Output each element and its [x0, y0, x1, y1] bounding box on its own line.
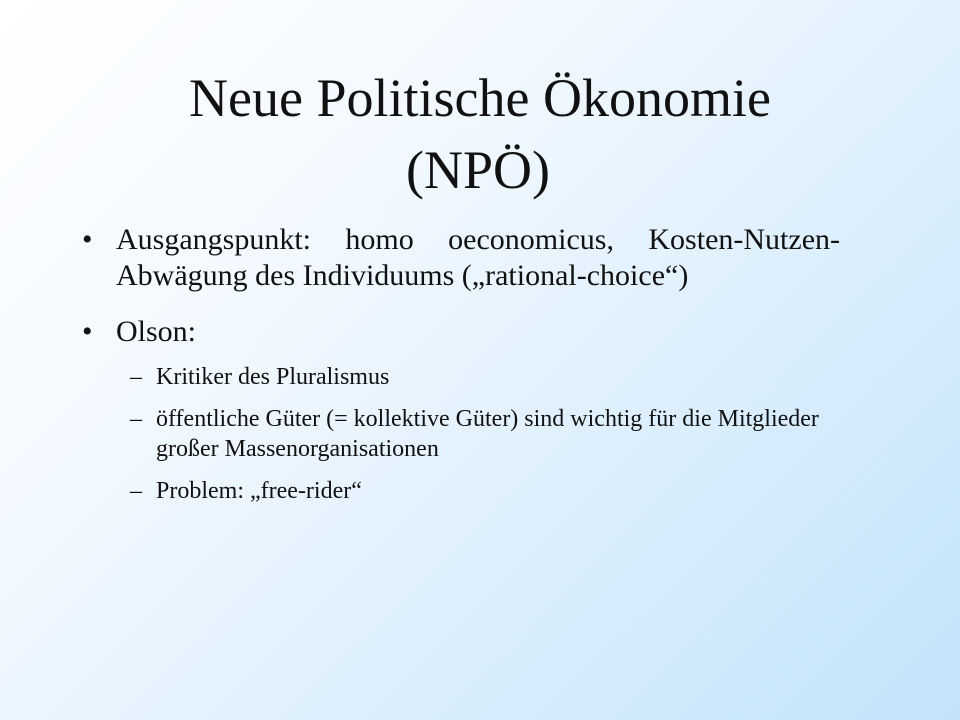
slide-title-line-1: Neue Politische Ökonomie	[189, 68, 771, 128]
sub-bullet-oeffentliche-gueter	[80, 404, 840, 464]
slide-content	[80, 222, 840, 518]
sub-bullet-text-problem: Problem: „free-rider“	[156, 478, 362, 504]
bullet-text-olson: Olson:	[116, 315, 197, 348]
bullet-ausgangspunkt	[80, 222, 840, 294]
sub-bullet-problem	[80, 476, 840, 506]
slide-title-line-2: (NPÖ)	[406, 140, 550, 200]
sub-bullet-kritiker	[80, 362, 840, 392]
bullet-olson	[80, 314, 840, 350]
bullet-text-ausgangspunkt: Ausgangspunkt: homo oeconomicus, Kosten-Nutzen-Abwägung des Individuums („rational-choice“)	[116, 223, 840, 292]
bullet-marker: •	[82, 223, 93, 256]
bullet-marker: •	[82, 315, 93, 348]
sub-bullet-marker: –	[130, 364, 142, 390]
sub-bullet-marker: –	[130, 406, 142, 432]
sub-bullet-text-oeffentliche-gueter: öffentliche Güter (= kollektive Güter) sind wichtig für die Mitglieder großer Massenorganisationen	[156, 406, 819, 462]
olson-sub-list	[80, 362, 840, 506]
sub-bullet-marker: –	[130, 478, 142, 504]
slide-title	[0, 62, 960, 206]
sub-bullet-text-kritiker: Kritiker des Pluralismus	[156, 364, 390, 390]
